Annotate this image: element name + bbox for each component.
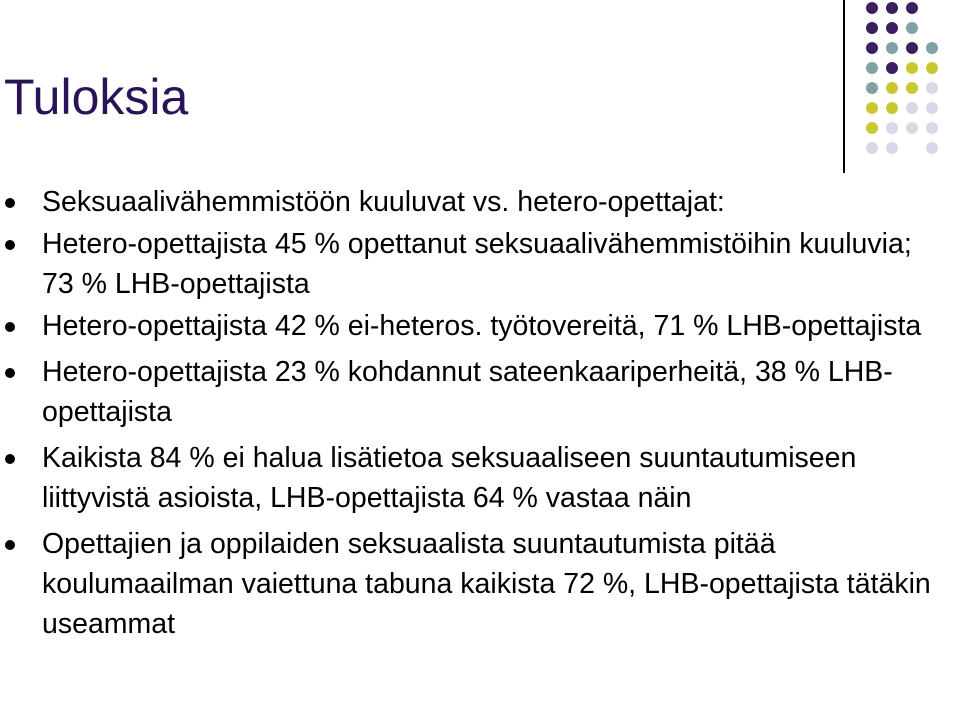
decorative-dot	[866, 102, 878, 114]
decorative-dot	[866, 2, 878, 14]
decorative-dot	[906, 82, 918, 94]
bullet-item: Hetero-opettajista 23 % kohdannut sateenkaariperheitä, 38 % LHB-opettajista	[0, 352, 940, 432]
decorative-dot	[886, 142, 898, 154]
decorative-vertical-line	[843, 0, 845, 173]
decorative-dot	[866, 82, 878, 94]
decorative-dot	[866, 142, 878, 154]
decorative-dot	[886, 122, 898, 134]
bullet-item: Seksuaalivähemmistöön kuuluvat vs. hetero-opettajat:	[0, 182, 940, 222]
decorative-dot	[926, 42, 938, 54]
decorative-dot	[926, 82, 938, 94]
decorative-dot	[926, 62, 938, 74]
bullet-item: Kaikista 84 % ei halua lisätietoa seksuaaliseen suuntautumiseen liittyvistä asioista, LHB-opettajista 64 % vastaa näin	[0, 438, 940, 518]
decorative-dot	[886, 22, 898, 34]
decorative-dot	[906, 42, 918, 54]
decorative-dot	[886, 62, 898, 74]
decorative-dot	[926, 102, 938, 114]
decorative-dot	[906, 22, 918, 34]
decorative-dot	[886, 2, 898, 14]
decorative-dot	[906, 62, 918, 74]
decorative-dot	[926, 142, 938, 154]
decorative-dot	[906, 102, 918, 114]
slide-title: Tuloksia	[4, 69, 189, 125]
decorative-dot	[886, 102, 898, 114]
bullet-item: Hetero-opettajista 42 % ei-heteros. työtovereitä, 71 % LHB-opettajista	[0, 306, 940, 346]
decorative-dot	[906, 2, 918, 14]
decorative-dot	[866, 42, 878, 54]
decorative-dot	[906, 122, 918, 134]
bullet-list	[0, 182, 940, 646]
decorative-dot	[926, 122, 938, 134]
decorative-dot	[866, 62, 878, 74]
decorative-dot-grid	[866, 0, 960, 160]
decorative-dot	[866, 122, 878, 134]
decorative-dot	[866, 22, 878, 34]
decorative-dot	[886, 82, 898, 94]
bullet-item: Hetero-opettajista 45 % opettanut seksuaalivähemmistöihin kuuluvia; 73 % LHB-opettajista	[0, 224, 940, 304]
decorative-dot	[886, 42, 898, 54]
bullet-item: Opettajien ja oppilaiden seksuaalista suuntautumista pitää koulumaailman vaiettuna tabuna kaikista 72 %, LHB-opettajista tätäkin useammat	[0, 524, 940, 644]
